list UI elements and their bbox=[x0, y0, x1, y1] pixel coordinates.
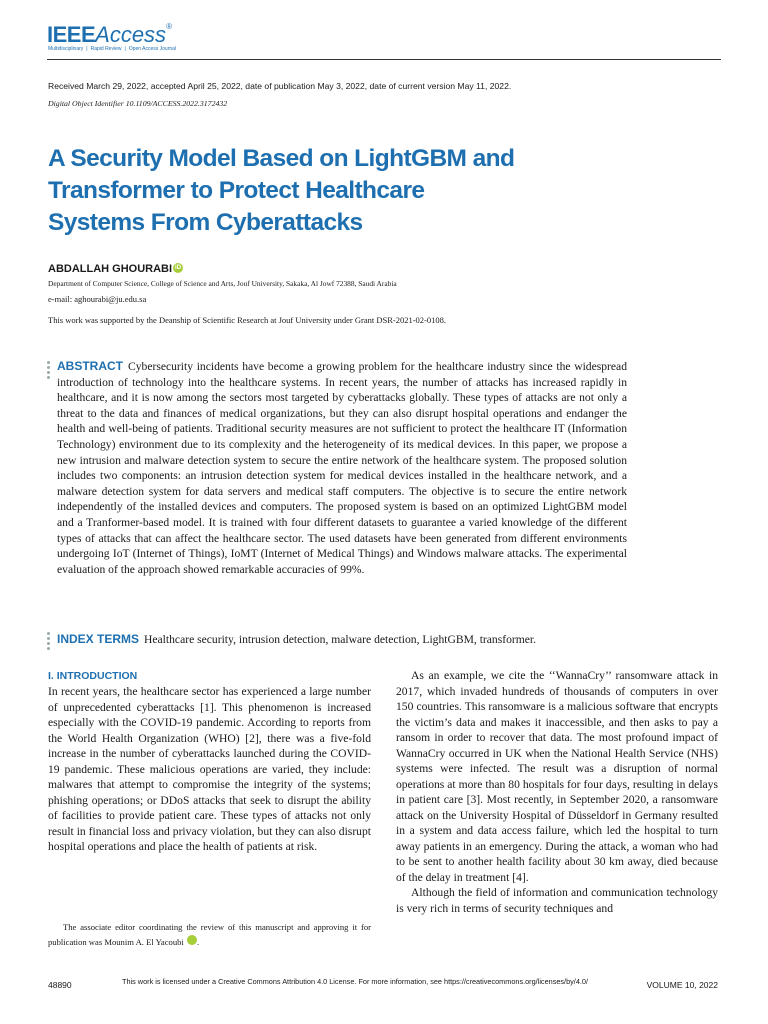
author-affiliation: Department of Computer Science, College of Science and Arts, Jouf University, Sakaka, Al Jowf 72388, Saudi Arabia bbox=[48, 279, 397, 288]
publication-dates: Received March 29, 2022, accepted April 25, 2022, date of publication May 3, 2022, date of current version May 11, 2022. bbox=[48, 81, 512, 91]
left-column bbox=[48, 668, 371, 855]
editor-note bbox=[48, 920, 371, 950]
index-terms-dots-icon bbox=[47, 632, 51, 652]
orcid-icon[interactable]: iD bbox=[175, 265, 182, 271]
journal-logo bbox=[47, 22, 172, 48]
index-terms bbox=[57, 632, 627, 648]
index-terms-label: INDEX TERMS bbox=[57, 632, 140, 646]
tagline-item: Multidisciplinary bbox=[48, 46, 84, 52]
author-name bbox=[48, 263, 183, 275]
doi: Digital Object Identifier 10.1109/ACCESS.2022.3172432 bbox=[48, 99, 228, 108]
logo-ieee: IEEE bbox=[47, 22, 96, 47]
orcid-icon[interactable]: iD bbox=[187, 935, 197, 945]
abstract-label: ABSTRACT bbox=[57, 359, 123, 373]
abstract-text: Cybersecurity incidents have become a growing problem for the healthcare industry since the widespread introduction of technology into the healthcare systems. In recent years, the number of attacks has increased rapidly in healthcare, and it is now among the sectors most targeted by cyberattacks globally. These types of attacks are not only a threat to the data and finances of medical organizations, but they can also disrupt hospital operations and endanger the health and well-being of patients. Traditional security measures are not sufficient to protect the healthcare IT (Information Technology) environment due to its complexity and the heterogeneity of its medical devices. In this paper, we propose a new intrusion and malware detection system to secure the entire network of the healthcare system. The proposed solution includes two components: an intrusion detection system for medical devices installed in the healthcare network, and a malware detection system for data servers and medical staff computers. The objective is to secure the entire network independently of the installed devices and computers. The proposed system is based on an optimized LightGBM model and a Tranformer-based model. It is trained with four different datasets to guarantee a varied knowledge of the different types of attacks that can affect the healthcare sector. The used datasets have been generated from different environments undergoing IoT (Internet of Things), IoMT (Internet of Medical Things) and Windows malware attacks. The experimental evaluation of the approach showed remarkable accuracies of 99%. bbox=[57, 360, 627, 576]
logo-access: Access bbox=[95, 22, 167, 47]
title-line: Transformer to Protect Healthcare bbox=[48, 177, 425, 204]
intro-paragraph: In recent years, the healthcare sector has experienced a large number of unprecedented cyberattacks [1]. This phenomenon is increased especially with the COVID-19 pandemic. According to reports from the World Health Organization (WHO) [2], there was a five-fold increase in the number of cyberattacks launched during the COVID-19 pandemic. These malicious operations are varied, they include: malwares that attempt to compromise the integrity of the systems; phishing operations; or DDoS attacks that seek to disrupt the ability of facilities to provide patient care. These types of attacks not only result in financial loss and privacy violation, but they can also disrupt hospital operations and place the health of patients at risk. bbox=[48, 685, 371, 853]
editor-note-text: The associate editor coordinating the review of this manuscript and approving it for publication was Mounim A. El Yacoubi bbox=[48, 922, 371, 947]
page-number: 48890 bbox=[48, 980, 72, 990]
logo-registered: ® bbox=[166, 22, 172, 31]
paper-title bbox=[48, 143, 608, 239]
index-terms-text: Healthcare security, intrusion detection, malware detection, LightGBM, transformer. bbox=[144, 633, 537, 646]
journal-tagline: Multidisciplinary | Rapid Review | Open Access Journal bbox=[48, 46, 177, 52]
section-heading: I. INTRODUCTION bbox=[48, 670, 138, 682]
tagline-item: Rapid Review bbox=[90, 46, 122, 52]
intro-paragraph: As an example, we cite the ‘‘WannaCry’’ ransomware attack in 2017, which invaded hundreds of thousands of computers in over 150 countries. This ransomware is a malicious software that encrypts the victim’s data and makes it inaccessible, and then asks to pay a ransom in order to recover that data. The most profound impact of WannaCry occurred in UK when the National Health Service (NHS) systems were infected. The result was a disruption of normal operations at more than 80 hospitals for four days, resulting in delays in patient care [3]. Most recently, in September 2020, a ransomware attack on the University Hospital of Düsseldorf in Germany resulted in a system and data access failure, which led the hospital to turn away patients in an emergency. During the attack, a woman who had to be sent to another health facility about 30 km away, died because of the delay in treatment [4]. bbox=[396, 669, 718, 884]
title-line: A Security Model Based on LightGBM and bbox=[48, 145, 515, 172]
title-line: Systems From Cyberattacks bbox=[48, 209, 363, 236]
abstract bbox=[57, 359, 627, 577]
abstract-dots-icon bbox=[47, 361, 51, 381]
author-name-text: ABDALLAH GHOURABI bbox=[48, 263, 173, 275]
right-column bbox=[396, 668, 718, 916]
tagline-item: Open Access Journal bbox=[128, 46, 177, 52]
header-rule bbox=[47, 59, 721, 60]
volume-label: VOLUME 10, 2022 bbox=[646, 980, 718, 990]
editor-note-end: . bbox=[196, 937, 200, 947]
intro-paragraph: Although the field of information and communication technology is very rich in terms of security techniques and bbox=[396, 886, 718, 915]
funding-note: This work was supported by the Deanship of Scientific Research at Jouf University under Grant DSR-2021-02-0108. bbox=[48, 315, 447, 325]
license-note[interactable]: This work is licensed under a Creative Commons Attribution 4.0 License. For more information, see https://creativecommons.org/licenses/by/4.0/ bbox=[122, 977, 588, 986]
author-email[interactable]: e-mail: aghourabi@ju.edu.sa bbox=[48, 294, 147, 304]
